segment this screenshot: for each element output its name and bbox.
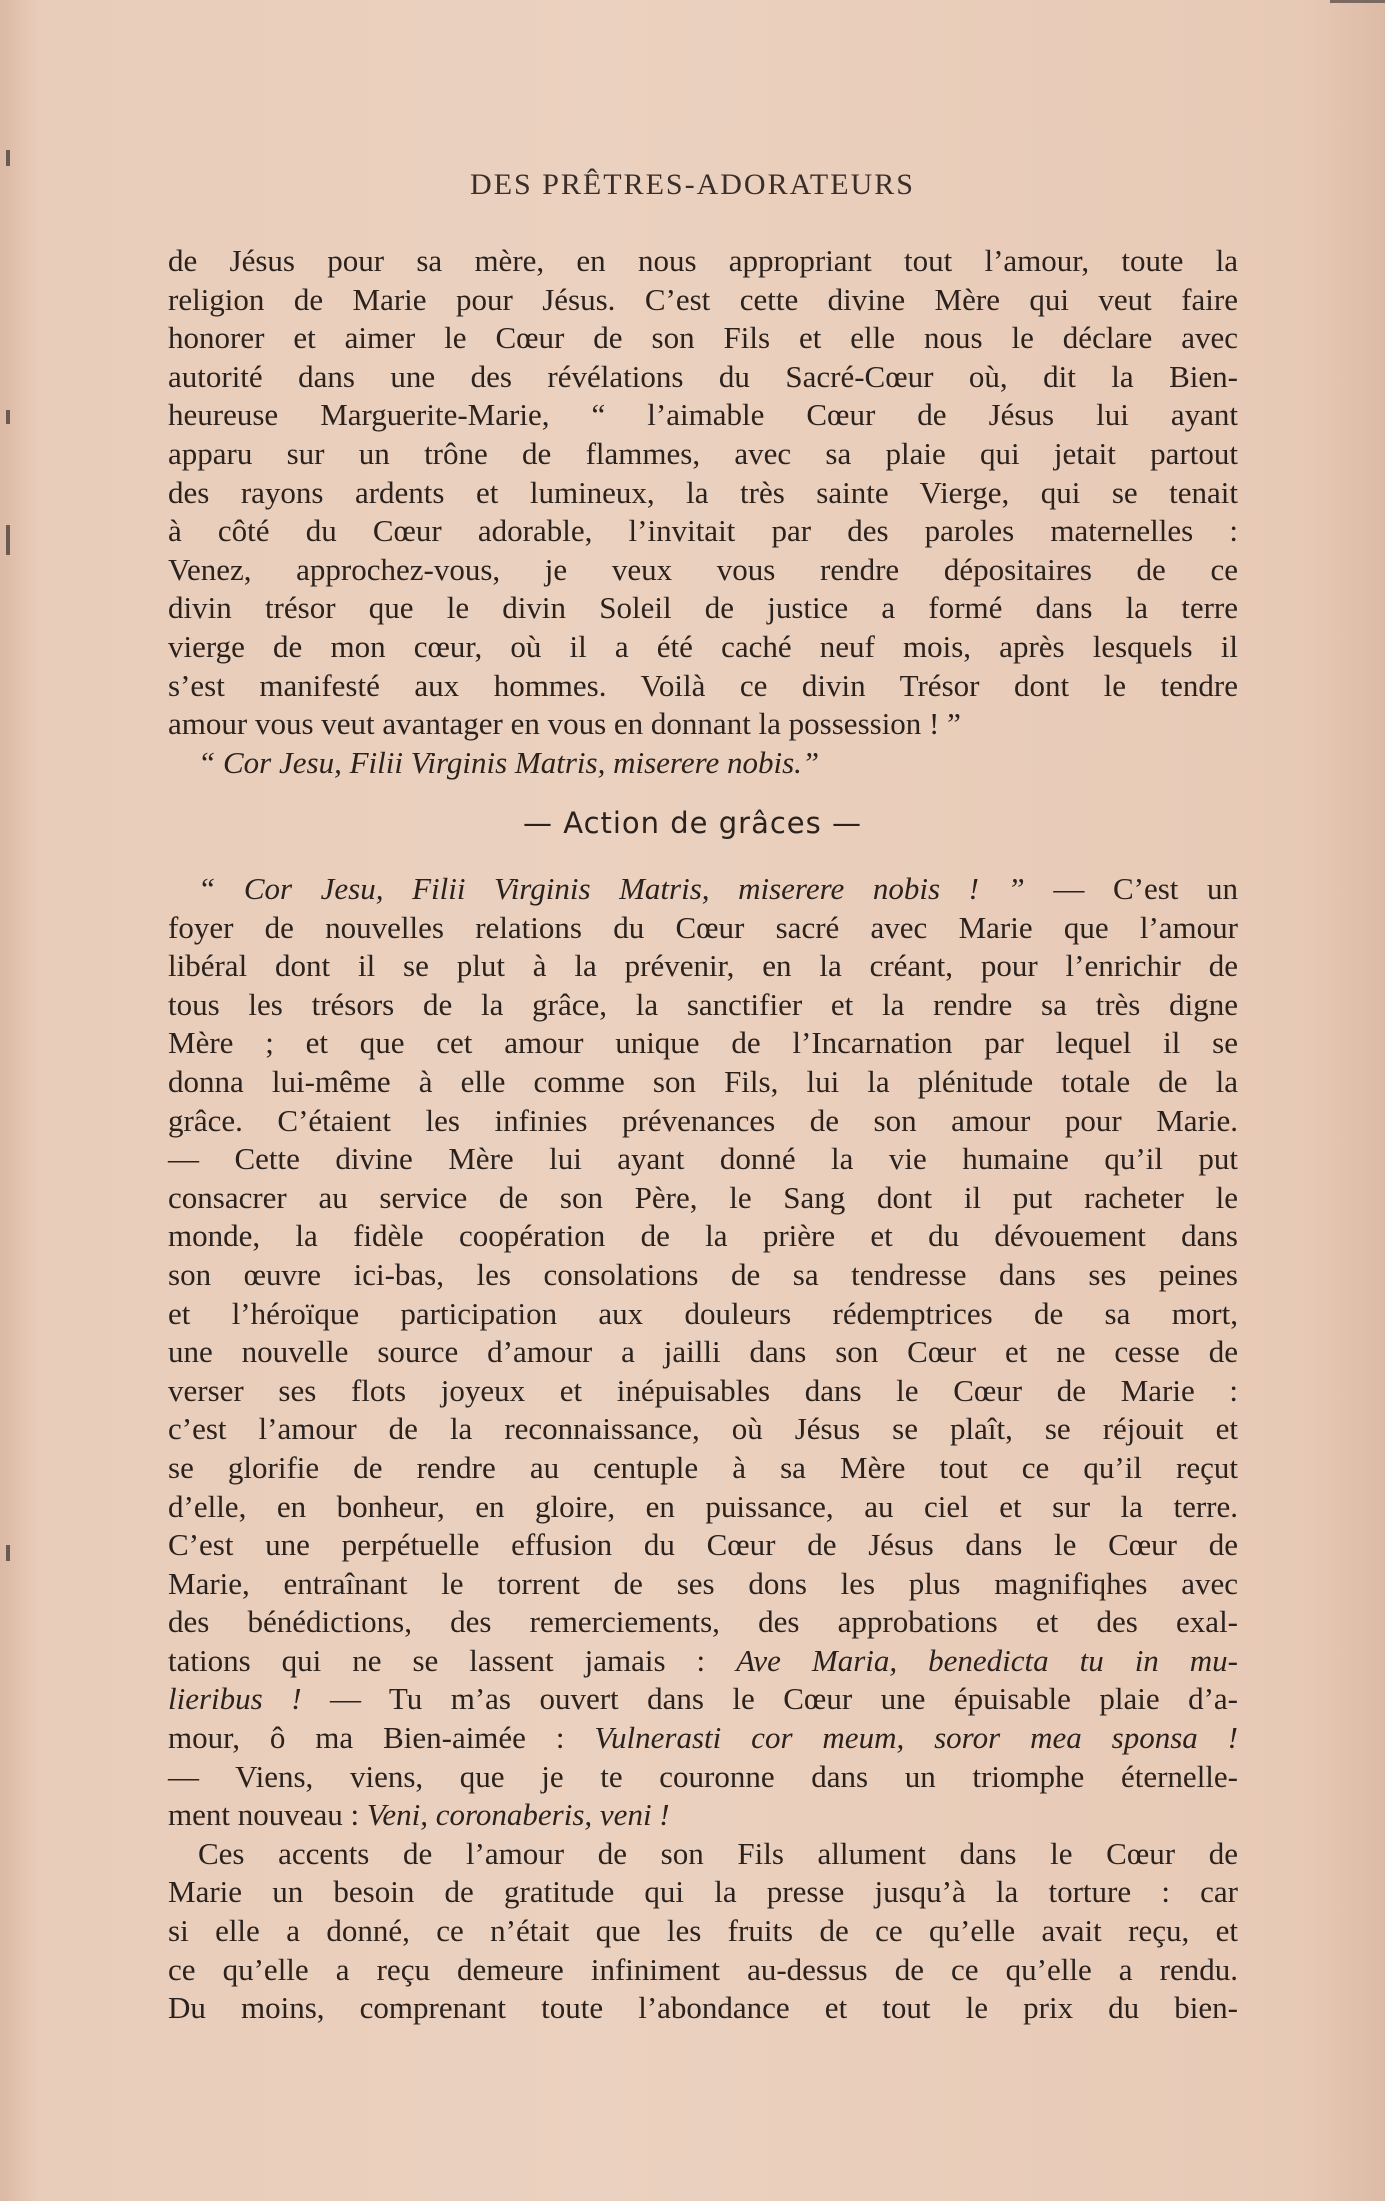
text-line: autorité dans une des révélations du Sacré-Cœur où, dit la Bien-	[168, 358, 1238, 394]
latin-quote: Ave Maria, benedicta tu in mu-	[736, 1642, 1239, 1678]
text-line: s’est manifesté aux hommes. Voilà ce divin Trésor dont le tendre	[168, 667, 1238, 703]
margin-mark	[6, 525, 10, 555]
text-line: divin trésor que le divin Soleil de justice a formé dans la terre	[168, 590, 1238, 626]
text-fragment: — C’est un	[1053, 871, 1239, 906]
text-line	[168, 1719, 1238, 1758]
text-line: Du moins, comprenant toute l’abondance et tout le prix du bien-	[168, 1990, 1238, 2026]
text-line: Ces accents de l’amour de son Fils allument dans le Cœur de	[198, 1835, 1238, 1871]
text-line: des rayons ardents et lumineux, la très sainte Vierge, qui se tenait	[168, 474, 1238, 510]
text-line: vierge de mon cœur, où il a été caché neuf mois, après lesquels il	[168, 628, 1238, 664]
text-line: verser ses flots joyeux et inépuisables dans le Cœur de Marie :	[168, 1372, 1238, 1408]
text-fragment: mour, ô ma Bien-aimée :	[168, 1720, 565, 1756]
text-line	[168, 1680, 1238, 1719]
invocation: “ Cor Jesu, Filii Virginis Matris, miserere nobis.”	[198, 744, 820, 780]
text-line: Venez, approchez-vous, je veux vous rendre dépositaires de ce	[168, 551, 1238, 587]
text-line: honorer et aimer le Cœur de son Fils et elle nous le déclare avec	[168, 320, 1238, 356]
text-line: heureuse Marguerite-Marie, “ l’aimable Cœur de Jésus lui ayant	[168, 397, 1238, 433]
page-edge-line	[1330, 0, 1385, 3]
text-line: foyer de nouvelles relations du Cœur sacré avec Marie que l’amour	[168, 909, 1238, 945]
latin-quote: lieribus !	[168, 1681, 302, 1717]
text-line: d’elle, en bonheur, en gloire, en puissance, au ciel et sur la terre.	[168, 1488, 1238, 1524]
text-line: de Jésus pour sa mère, en nous appropriant tout l’amour, toute la	[168, 243, 1238, 278]
invocation: “ Cor Jesu, Filii Virginis Matris, miserere nobis ! ”	[198, 871, 1025, 906]
latin-quote: Veni, coronaberis, veni !	[366, 1797, 670, 1833]
text-line: son œuvre ici-bas, les consolations de sa tendresse dans ses peines	[168, 1256, 1238, 1292]
text-line	[168, 870, 1238, 909]
text-line: des bénédictions, des remerciements, des approbations et des exal-	[168, 1604, 1238, 1640]
running-header: DES PRÊTRES-ADORATEURS	[470, 168, 915, 201]
text-line: — Cette divine Mère lui ayant donné la vie humaine qu’il put	[168, 1141, 1238, 1177]
text-line: c’est l’amour de la reconnaissance, où Jésus se plaît, se réjouit et	[168, 1411, 1238, 1447]
text-line: tous les trésors de la grâce, la sanctifier et la rendre sa très digne	[168, 986, 1238, 1022]
text-line: donna lui-même à elle comme son Fils, lui la plénitude totale de la	[168, 1063, 1238, 1099]
text-line: grâce. C’étaient les infinies prévenances de son amour pour Marie.	[168, 1102, 1238, 1138]
text-fragment: ment nouveau :	[168, 1797, 360, 1833]
text-fragment: tations qui ne se lassent jamais :	[168, 1642, 706, 1678]
text-line: à côté du Cœur adorable, l’invitait par des paroles maternelles :	[168, 513, 1238, 549]
text-line: — Viens, viens, que je te couronne dans un triomphe éternelle-	[168, 1758, 1238, 1794]
paragraph-2	[168, 870, 1238, 2028]
latin-quote: Vulnerasti cor meum, soror mea sponsa !	[594, 1720, 1239, 1756]
text-line: ce qu’elle a reçu demeure infiniment au-dessus de ce qu’elle a rendu.	[168, 1951, 1238, 1987]
section-title: — Action de grâces —	[523, 806, 862, 840]
text-line: se glorifie de rendre au centuple à sa Mère tout ce qu’il reçut	[168, 1449, 1238, 1485]
text-line: et l’héroïque participation aux douleurs rédemptrices de sa mort,	[168, 1295, 1238, 1331]
paragraph-1	[168, 242, 1238, 782]
text-line: libéral dont il se plut à la prévenir, en la créant, pour l’enrichir de	[168, 948, 1238, 984]
text-line: consacrer au service de son Père, le Sang dont il put racheter le	[168, 1179, 1238, 1215]
text-line: Marie, entraînant le torrent de ses dons les plus magnifiqhes avec	[168, 1565, 1238, 1601]
text-fragment: — Tu m’as ouvert dans le Cœur une épuisable plaie d’a-	[330, 1681, 1238, 1717]
text-line: Mère ; et que cet amour unique de l’Incarnation par lequel il se	[168, 1025, 1238, 1061]
margin-mark	[6, 150, 10, 166]
text-line: apparu sur un trône de flammes, avec sa plaie qui jetait partout	[168, 435, 1238, 471]
text-line: religion de Marie pour Jésus. C’est cette divine Mère qui veut faire	[168, 281, 1238, 317]
text-line: monde, la fidèle coopération de la prière et du dévouement dans	[168, 1218, 1238, 1254]
margin-mark	[6, 1545, 10, 1561]
text-line: si elle a donné, ce n’était que les fruits de ce qu’elle avait reçu, et	[168, 1913, 1238, 1949]
text-line: une nouvelle source d’amour a jailli dans son Cœur et ne cesse de	[168, 1334, 1238, 1370]
text-line	[168, 1796, 1238, 1835]
text-line: Marie un besoin de gratitude qui la presse jusqu’à la torture : car	[168, 1874, 1238, 1910]
margin-mark	[6, 410, 10, 424]
text-line: C’est une perpétuelle effusion du Cœur de Jésus dans le Cœur de	[168, 1527, 1238, 1563]
text-line: amour vous veut avantager en vous en donnant la possession ! ”	[168, 706, 961, 742]
text-line	[168, 1642, 1238, 1681]
